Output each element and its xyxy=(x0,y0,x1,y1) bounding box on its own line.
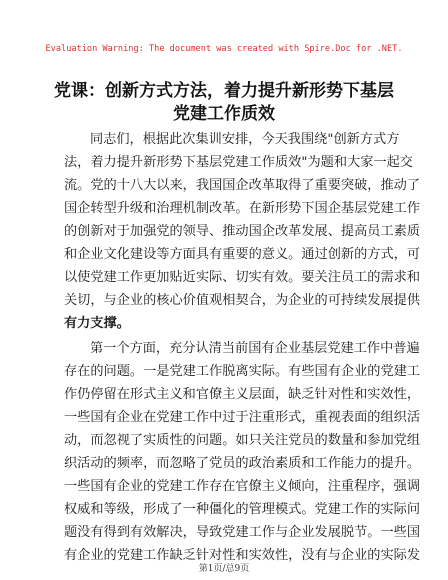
page-number: 第1页/总9页 xyxy=(198,564,250,574)
text-line: 同志们，根据此次集训安排，今天我围绕"创新方式方 xyxy=(90,132,400,147)
text-line-bold: 有力支撑。 xyxy=(64,316,130,331)
text-line: 第一个方面，充分认清当前国有企业基层党建工作中普遍 xyxy=(90,341,420,356)
text-line: 权威和等级，形成了一种僵化的管理模式。党建工作的实际问 xyxy=(64,502,421,517)
text-line: 作仍停留在形式主义和官僚主义层面，缺乏针对性和实效性， xyxy=(64,387,421,402)
document-title-line-2: 党建工作质效 xyxy=(173,104,275,124)
text-line: 存在的问题。一是党建工作脱离实际。有些国有企业的党建工 xyxy=(64,364,421,379)
text-line: 以使党建工作更加贴近实际、切实有效。要关注员工的需求和 xyxy=(64,270,421,285)
text-line: 一些国有企业的党建工作存在官僚主义倾向，注重程序，强调 xyxy=(64,479,421,494)
text-line: 流。党的十八大以来，我国国企改革取得了重要突破，推动了 xyxy=(64,178,421,193)
text-line: 有企业的党建工作缺乏针对性和实效性，没有与企业的实际发 xyxy=(64,548,421,563)
text-line: 国企转型升级和治理机制改革。在新形势下国企基层党建工作 xyxy=(64,201,421,216)
text-line: 动，而忽视了实质性的问题。如只关注党员的数量和参加党组 xyxy=(64,433,421,448)
text-line: 一些国有企业在党建工作中过于注重形式，重视表面的组织活 xyxy=(64,410,421,425)
document-title-line-1: 党课：创新方式方法，着力提升新形势下基层 xyxy=(54,81,394,101)
text-line: 题没有得到有效解决，导致党建工作与企业发展脱节。一些国 xyxy=(64,525,421,540)
evaluation-warning: Evaluation Warning: The document was created with Spire.Doc for .NET. xyxy=(45,44,403,54)
text-line: 的创新对于加强党的领导、推动国企改革发展、提高员工素质 xyxy=(64,224,421,239)
text-line: 法，着力提升新形势下基层党建工作质效"为题和大家一起交 xyxy=(64,155,413,170)
text-line: 织活动的频率，而忽略了党员的政治素质和工作能力的提升。 xyxy=(64,456,421,471)
text-line: 和企业文化建设等方面具有重要的意义。通过创新的方式，可 xyxy=(64,247,421,262)
text-line: 关切，与企业的核心价值观相契合，为企业的可持续发展提供 xyxy=(64,293,421,308)
